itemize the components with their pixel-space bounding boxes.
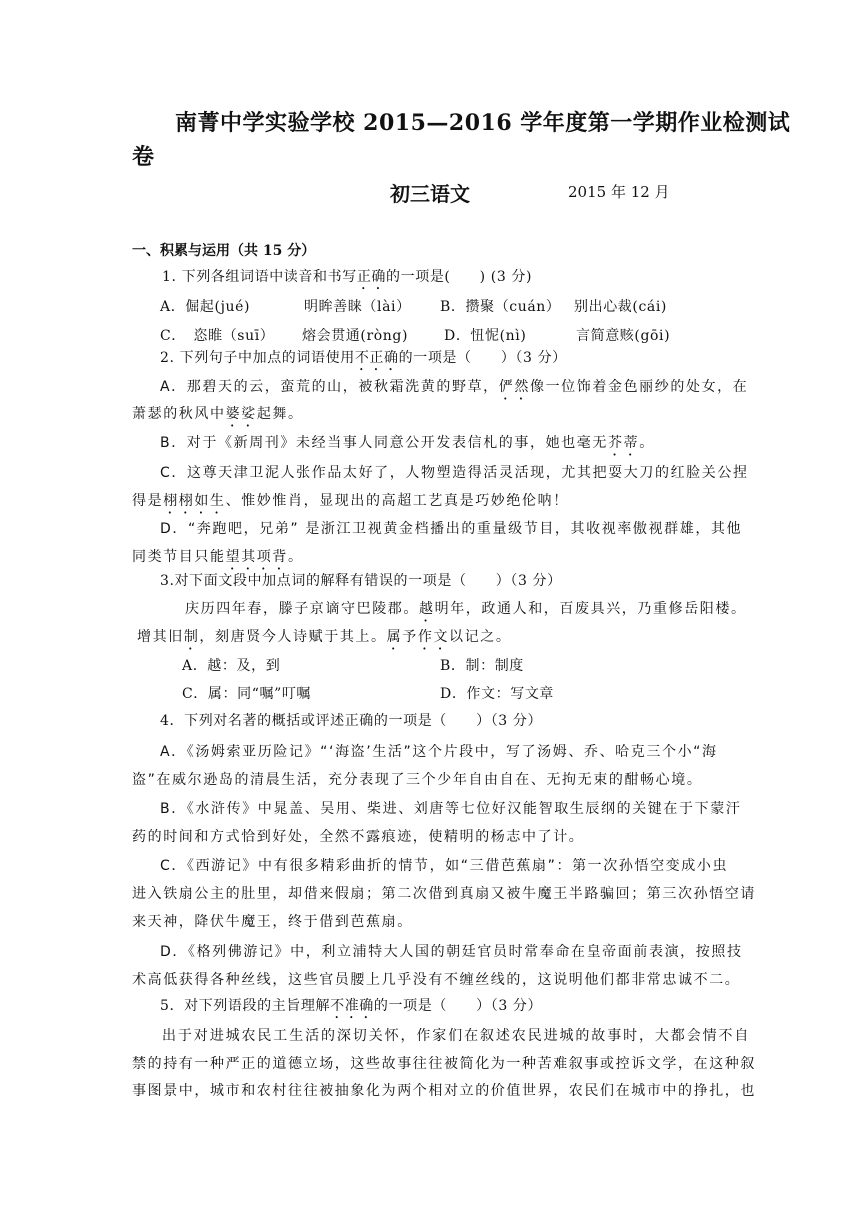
q4-option-a-line2: 盗”在威尔逊岛的清晨生活，充分表现了三个少年自由自在、无拘无束的酣畅心境。 <box>132 772 703 788</box>
question-2-stem <box>160 347 567 374</box>
q1-option-a: A．倔起(jué) <box>160 299 251 315</box>
emphasis-text: 越 <box>419 601 435 617</box>
emphasis-text: 正确 <box>356 269 387 285</box>
q2-option-d-line2 <box>132 546 304 573</box>
subject-title: 初三语文 <box>390 182 470 206</box>
q4-option-a-line1: A．《汤姆索亚历险记》“‘海盗’生活”这个片段中，写了汤姆、乔、哈克三个小“海 <box>160 744 718 760</box>
q2-option-d-line1: D．“奔跑吧，兄弟” 是浙江卫视黄金档播出的重量级节目，其收视率傲视群雄，其他 <box>160 521 743 537</box>
q1-option-b: B．攒聚（cuán） <box>440 299 561 315</box>
emphasis-text: 栩栩如生 <box>163 493 226 509</box>
q4-option-c-line3: 来天神，降伏牛魔王，终于借到芭蕉扇。 <box>132 914 413 930</box>
passage-text: 予 <box>402 629 418 645</box>
option-text: A．那碧天的云，蛮荒的山，被秋霜洗黄的野草， <box>160 379 499 395</box>
emphasis-text: 婆娑 <box>225 406 257 422</box>
stem-text: 的一项是( ) (3 分) <box>386 269 533 285</box>
q4-option-b-line1: B．《水浒传》中晁盖、吴用、柴进、刘唐等七位好汉能智取生辰纲的关键在于下蒙汗 <box>160 801 742 817</box>
question-5-stem <box>160 995 542 1022</box>
q3-passage-line2 <box>137 626 511 653</box>
stem-text: 1. 下列各组词语中读音和书写 <box>162 269 357 285</box>
emphasis-text: 不准确 <box>330 998 374 1014</box>
q1-option-d-word2: 言简意赅(gōi) <box>576 328 671 344</box>
question-3-stem: 3.对下面文段中加点词的解释有错误的一项是（ ）（3 分） <box>160 573 562 589</box>
emphasis-text: 俨然 <box>498 379 530 395</box>
question-4-stem: 4．下列对名著的概括或评述正确的一项是（ ）（3 分） <box>160 713 543 729</box>
q3-option-b: B．制：制度 <box>440 658 524 674</box>
exam-title: 南菁中学实验学校 2015—2016 学年度第一学期作业检测试 <box>175 110 791 136</box>
emphasis-text: 芥蒂 <box>608 435 640 451</box>
question-1-stem <box>162 266 532 293</box>
exam-date: 2015 年 12 月 <box>568 183 670 201</box>
q2-option-c-line2 <box>132 490 569 517</box>
emphasis-text: 制 <box>183 629 200 645</box>
passage-text: 以记之。 <box>449 629 512 645</box>
q1-option-c-word2: 熔会贯通(ròng) <box>302 328 409 344</box>
q1-option-c: C． 恣睢（suī） <box>160 328 275 344</box>
q2-option-c-line1: C．这尊天津卫泥人张作品太好了，人物塑造得活灵活现，尤其把耍大刀的红脸关公捏 <box>160 465 749 481</box>
q3-passage-line1 <box>185 598 747 625</box>
emphasis-text: 作文 <box>417 629 450 645</box>
passage-text: 明年，政通人和，百废具兴，乃重修岳阳楼。 <box>434 601 747 617</box>
option-text: 同类节目只能 <box>132 549 226 565</box>
q5-passage-line1: 出于对进城农民工生活的深切关怀，作家们在叙述农民进城的故事时，大都会情不自 <box>162 1028 751 1044</box>
option-text: 得是 <box>132 493 164 509</box>
option-text: 起舞。 <box>256 406 304 422</box>
passage-text: 增其旧 <box>137 629 184 645</box>
option-text: 。 <box>639 435 655 451</box>
option-text: 。 <box>288 549 304 565</box>
option-text: 像一位饰着金色丽纱的处女，在 <box>529 379 749 395</box>
passage-text: ，刻唐贤今人诗赋于其上。 <box>199 629 387 645</box>
stem-text: 2. 下列句子中加点的词语使用 <box>160 350 355 366</box>
q4-option-c-line2: 进入铁扇公主的肚里，却借来假扇；第二次借到真扇又被牛魔王半路骗回；第三次孙悟空请 <box>132 886 756 902</box>
stem-text: 5．对下列语段的主旨理解 <box>160 998 331 1014</box>
emphasis-text: 不正确 <box>354 350 399 366</box>
q3-option-a: A．越：及，到 <box>182 658 281 674</box>
q4-option-d-line1: D．《格列佛游记》中，利立浦特大人国的朝廷官员时常奉命在皇帝面前表演，按照技 <box>160 944 743 960</box>
stem-text: 的一项是（ ）（3 分） <box>373 998 543 1014</box>
emphasis-text: 属 <box>386 629 403 645</box>
emphasis-text: 望其项背 <box>225 549 289 565</box>
option-text: 、惟妙惟肖，显现出的高超工艺真是巧妙绝伦呐！ <box>225 493 569 509</box>
q2-option-a-line1 <box>160 376 748 403</box>
exam-title-continued: 卷 <box>132 144 155 170</box>
q1-option-b-word2: 别出心裁(cái) <box>574 299 667 315</box>
option-text: 萧瑟的秋风中 <box>132 406 226 422</box>
q5-passage-line3: 事图景中，城市和农村往往被抽象化为两个相对立的价值世界，农民们在城市中的挣扎，也 <box>132 1083 756 1099</box>
passage-text: 庆历四年春，滕子京谪守巴陵郡。 <box>185 601 419 617</box>
q1-option-a-word2: 明眸善睐（lài） <box>304 299 411 315</box>
q5-passage-line2: 禁的持有一种严正的道德立场，这些故事往往被简化为一种苦难叙事或控诉文学，在这种叙 <box>132 1056 756 1072</box>
q2-option-b <box>160 432 655 459</box>
q1-option-d: D．忸怩(nì) <box>444 328 527 344</box>
q2-option-a-line2 <box>132 403 304 430</box>
q4-option-c-line1: C．《西游记》中有很多精彩曲折的情节，如“三借芭蕉扇”：第一次孙悟空变成小虫 <box>160 858 729 874</box>
q4-option-d-line2: 术高低获得各种丝线，这些官员腰上几乎没有不缠丝线的，这说明他们都非常忠诚不二。 <box>132 972 741 988</box>
section-heading: 一、积累与运用（共 15 分） <box>132 243 316 259</box>
stem-text: 的一项是（ ）（3 分） <box>398 350 567 366</box>
q3-option-d: D．作文：写文章 <box>440 686 555 702</box>
option-text: B．对于《新周刊》未经当事人同意公开发表信札的事，她也毫无 <box>160 435 609 451</box>
q3-option-c: C．属：同“嘱”叮嘱 <box>182 686 312 702</box>
q4-option-b-line2: 药的时间和方式恰到好处，全然不露痕迹，使精明的杨志中了计。 <box>132 829 585 845</box>
